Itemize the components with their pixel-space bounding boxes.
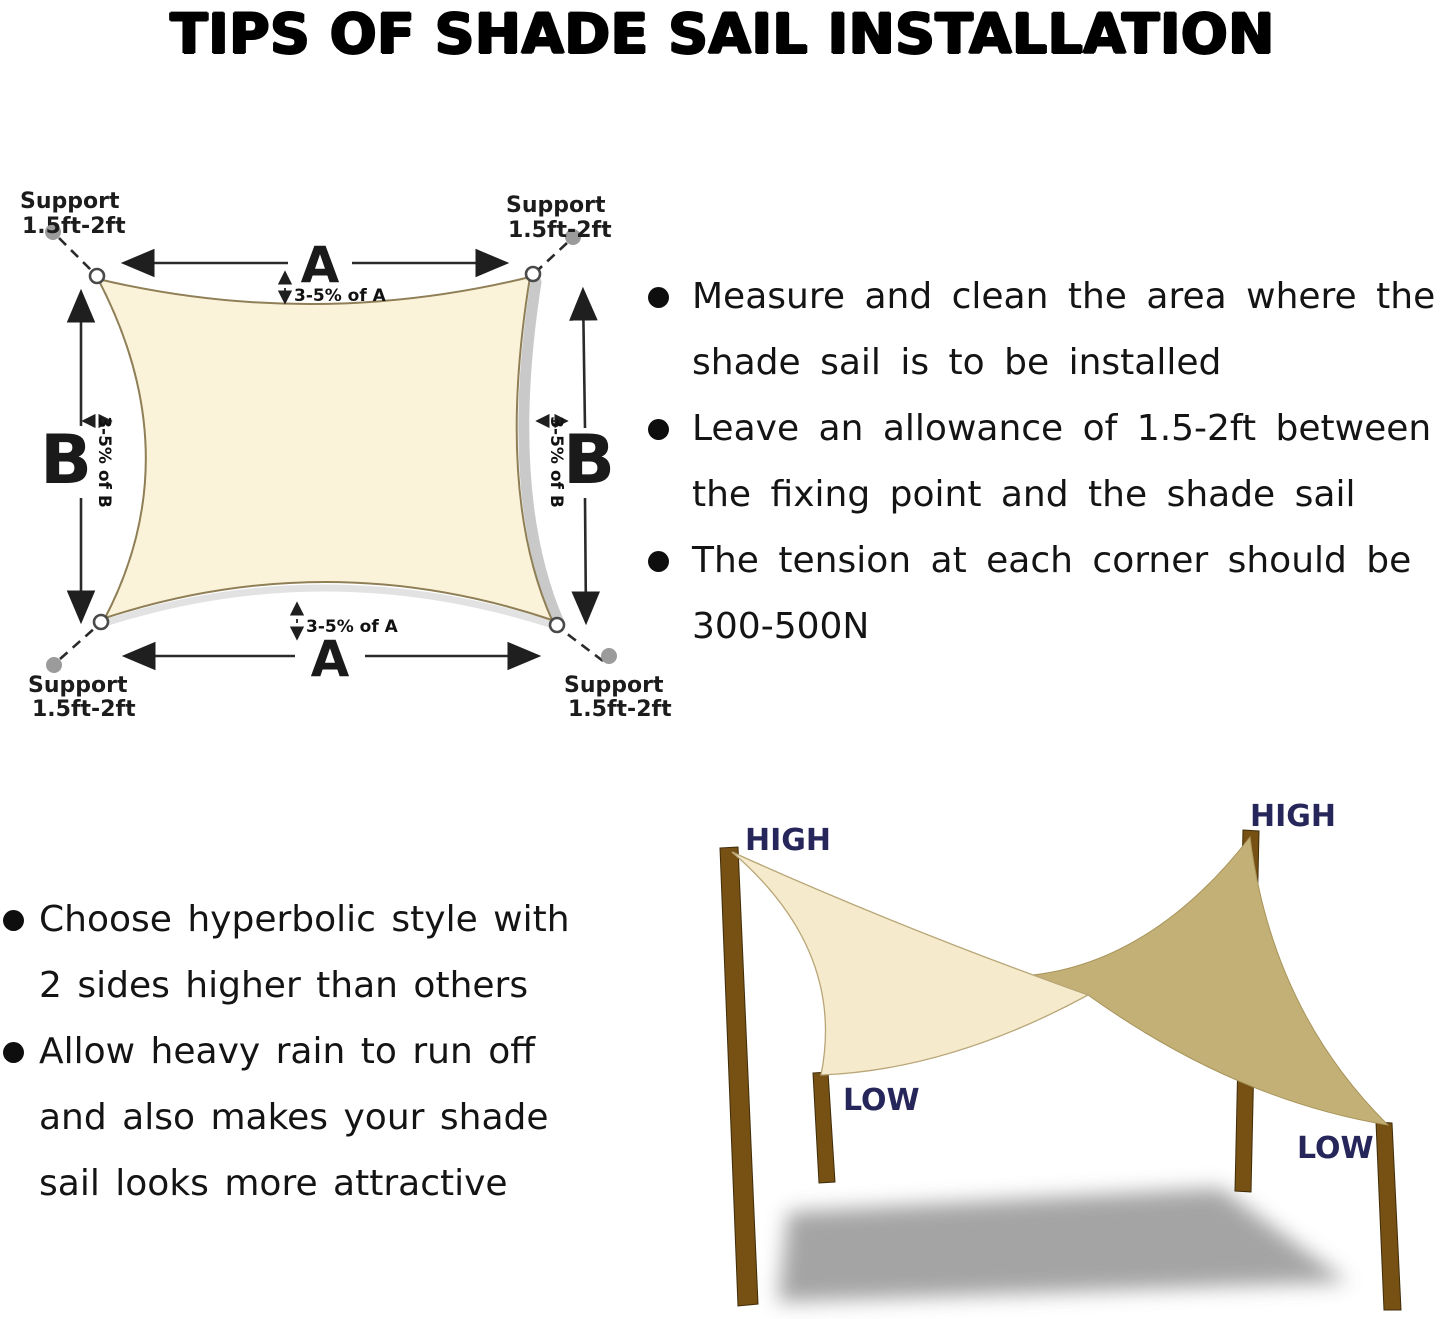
tip-line: Measure and clean the area where the xyxy=(692,276,1436,317)
tether-line xyxy=(59,238,92,271)
page-title: TIPS OF SHADE SAIL INSTALLATION xyxy=(170,2,1275,66)
tether-line xyxy=(539,243,567,269)
support-label: Support xyxy=(28,673,128,698)
tip-line: Choose hyperbolic style with xyxy=(39,899,570,940)
corner-ring-icon xyxy=(90,269,104,283)
height-label: B xyxy=(563,421,615,500)
corner-ring-icon xyxy=(526,267,540,281)
support-label: Support xyxy=(506,193,606,218)
tip-line: sail looks more attractive xyxy=(39,1163,508,1204)
tether-line xyxy=(60,627,96,659)
sag-height-label: 3-5% of B xyxy=(94,416,114,508)
support-distance-label: 1.5ft-2ft xyxy=(568,697,672,722)
support-anchor-dot xyxy=(46,657,62,673)
height-arrow xyxy=(585,498,586,620)
tip-line: 2 sides higher than others xyxy=(39,965,529,1006)
support-distance-label: 1.5ft-2ft xyxy=(32,697,136,722)
list-item xyxy=(3,1019,645,1217)
tip-line: shade sail is to be installed xyxy=(692,342,1222,383)
width-label: A xyxy=(310,630,350,688)
bullet-cell xyxy=(648,264,692,308)
bullet-icon xyxy=(648,287,669,308)
post-low-right xyxy=(1376,1122,1401,1310)
bullet-icon xyxy=(648,419,669,440)
bullet-cell xyxy=(648,396,692,440)
sag-height-label: 3-5% of B xyxy=(546,416,566,508)
ground-shadow xyxy=(778,1188,1348,1302)
low-label: LOW xyxy=(1297,1131,1374,1166)
corner-ring-icon xyxy=(94,615,108,629)
sag-width-label: 3-5% of A xyxy=(294,286,386,306)
list-item xyxy=(648,528,1443,660)
list-item xyxy=(648,264,1443,396)
support-distance-label: 1.5ft-2ft xyxy=(508,218,612,243)
bullet-icon xyxy=(3,1042,24,1063)
support-anchor-dot xyxy=(601,648,617,664)
high-label: HIGH xyxy=(745,823,832,858)
support-distance-label: 1.5ft-2ft xyxy=(22,214,126,239)
tip-line: 300-500N xyxy=(692,606,870,647)
shade-sail-dimension-diagram xyxy=(0,170,672,740)
list-item xyxy=(3,887,645,1019)
height-label: B xyxy=(40,421,92,500)
hyperbolic-sail-illustration xyxy=(660,780,1445,1319)
tip-line: The tension at each corner should be xyxy=(692,540,1412,581)
bullet-icon xyxy=(648,551,669,572)
tip-line: the fixing point and the shade sail xyxy=(692,474,1356,515)
tip-line: Leave an allowance of 1.5-2ft between xyxy=(692,408,1432,449)
tip-line: and also makes your shade xyxy=(39,1097,549,1138)
post-low-left xyxy=(813,1072,835,1183)
height-arrow xyxy=(583,292,585,428)
tip-line: Allow heavy rain to run off xyxy=(39,1031,536,1072)
low-label: LOW xyxy=(843,1083,920,1118)
bullet-cell xyxy=(3,887,39,931)
width-label: A xyxy=(300,236,340,294)
bullet-cell xyxy=(648,528,692,572)
corner-ring-icon xyxy=(550,618,564,632)
style-tips-list xyxy=(3,887,645,1217)
post-high-left xyxy=(720,847,758,1306)
bullet-cell xyxy=(3,1019,39,1063)
installation-tips-list xyxy=(648,264,1443,660)
high-label: HIGH xyxy=(1250,799,1337,834)
sail-underside xyxy=(732,852,1088,1075)
sail-shape xyxy=(98,277,552,620)
sag-width-label: 3-5% of A xyxy=(306,617,398,637)
support-label: Support xyxy=(564,673,664,698)
bullet-icon xyxy=(3,910,24,931)
support-label: Support xyxy=(20,189,120,214)
tether-line xyxy=(562,630,603,661)
list-item xyxy=(648,396,1443,528)
